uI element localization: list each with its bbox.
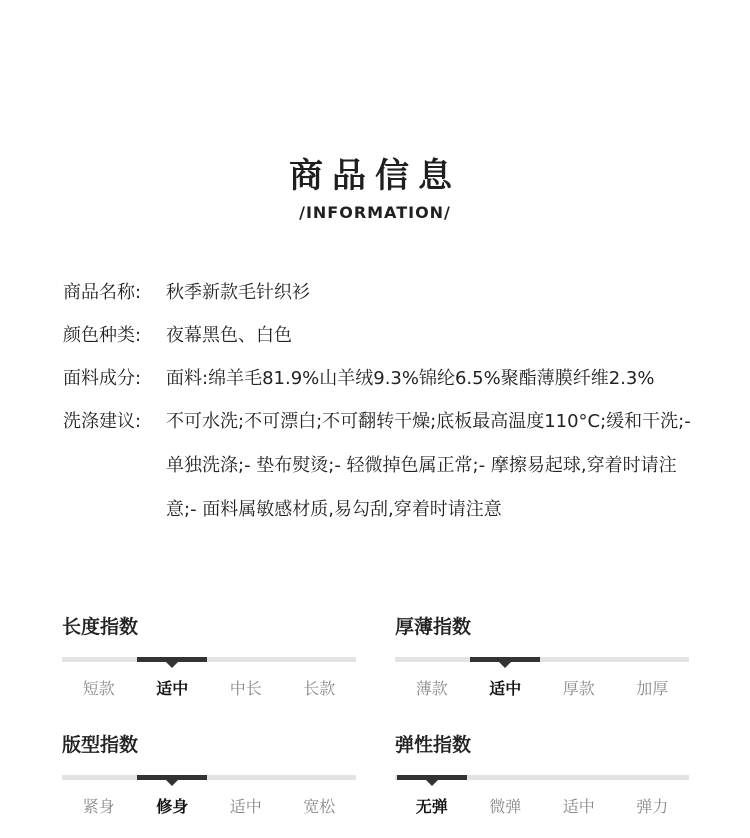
index-title: 弹性指数 [395,734,472,756]
index-option: 适中 [562,797,595,816]
index-track [62,657,356,662]
info-value: 面料:绵羊毛81.9%山羊绒9.3%锦纶6.5%聚酯薄膜纤维2.3% [166,368,655,389]
elasticity-index [395,732,689,817]
info-row-washing [63,409,703,532]
index-option: 宽松 [303,797,336,816]
info-label: 颜色种类: [63,325,142,346]
index-option: 加厚 [636,679,669,698]
section-title: 商品信息 [289,156,461,196]
index-option: 微弹 [489,797,522,816]
index-option: 无弹 [415,797,448,816]
index-track [62,775,356,780]
index-option: 适中 [489,679,522,698]
info-value: 秋季新款毛针织衫 [166,282,310,303]
info-value: 夜幕黑色、白色 [166,325,292,346]
info-row-colors [63,323,703,349]
index-title: 厚薄指数 [395,616,472,638]
index-marker [470,657,540,662]
index-option: 中长 [229,679,262,698]
index-option: 厚款 [562,679,595,698]
index-option: 长款 [303,679,336,698]
info-row-name [63,280,703,306]
fit-index [62,732,356,817]
info-label: 面料成分: [63,368,142,389]
index-marker [137,775,207,780]
index-marker [397,775,467,780]
index-option: 紧身 [82,797,115,816]
index-option: 薄款 [415,679,448,698]
index-option: 适中 [229,797,262,816]
index-option: 修身 [156,797,189,816]
info-label: 商品名称: [63,282,142,303]
info-row-material [63,366,703,392]
index-title: 版型指数 [62,734,139,756]
index-marker [137,657,207,662]
index-option: 弹力 [636,797,669,816]
index-track [395,775,689,780]
length-index [62,614,356,699]
index-track [395,657,689,662]
product-info-list [63,280,703,549]
info-value: 不可水洗;不可漂白;不可翻转干燥;底板最高温度110°C;缓和干洗;- 单独洗涤;- 垫布熨烫;- 轻微掉色属正常;- 摩擦易起球,穿着时请注意;- 面料属敏感材质,易勾刮,穿着时请注意 [166,411,691,520]
section-subtitle: /INFORMATION/ [299,203,451,222]
info-label: 洗涤建议: [63,411,142,432]
thickness-index [395,614,689,699]
index-option: 适中 [156,679,189,698]
index-option: 短款 [82,679,115,698]
index-title: 长度指数 [62,616,139,638]
